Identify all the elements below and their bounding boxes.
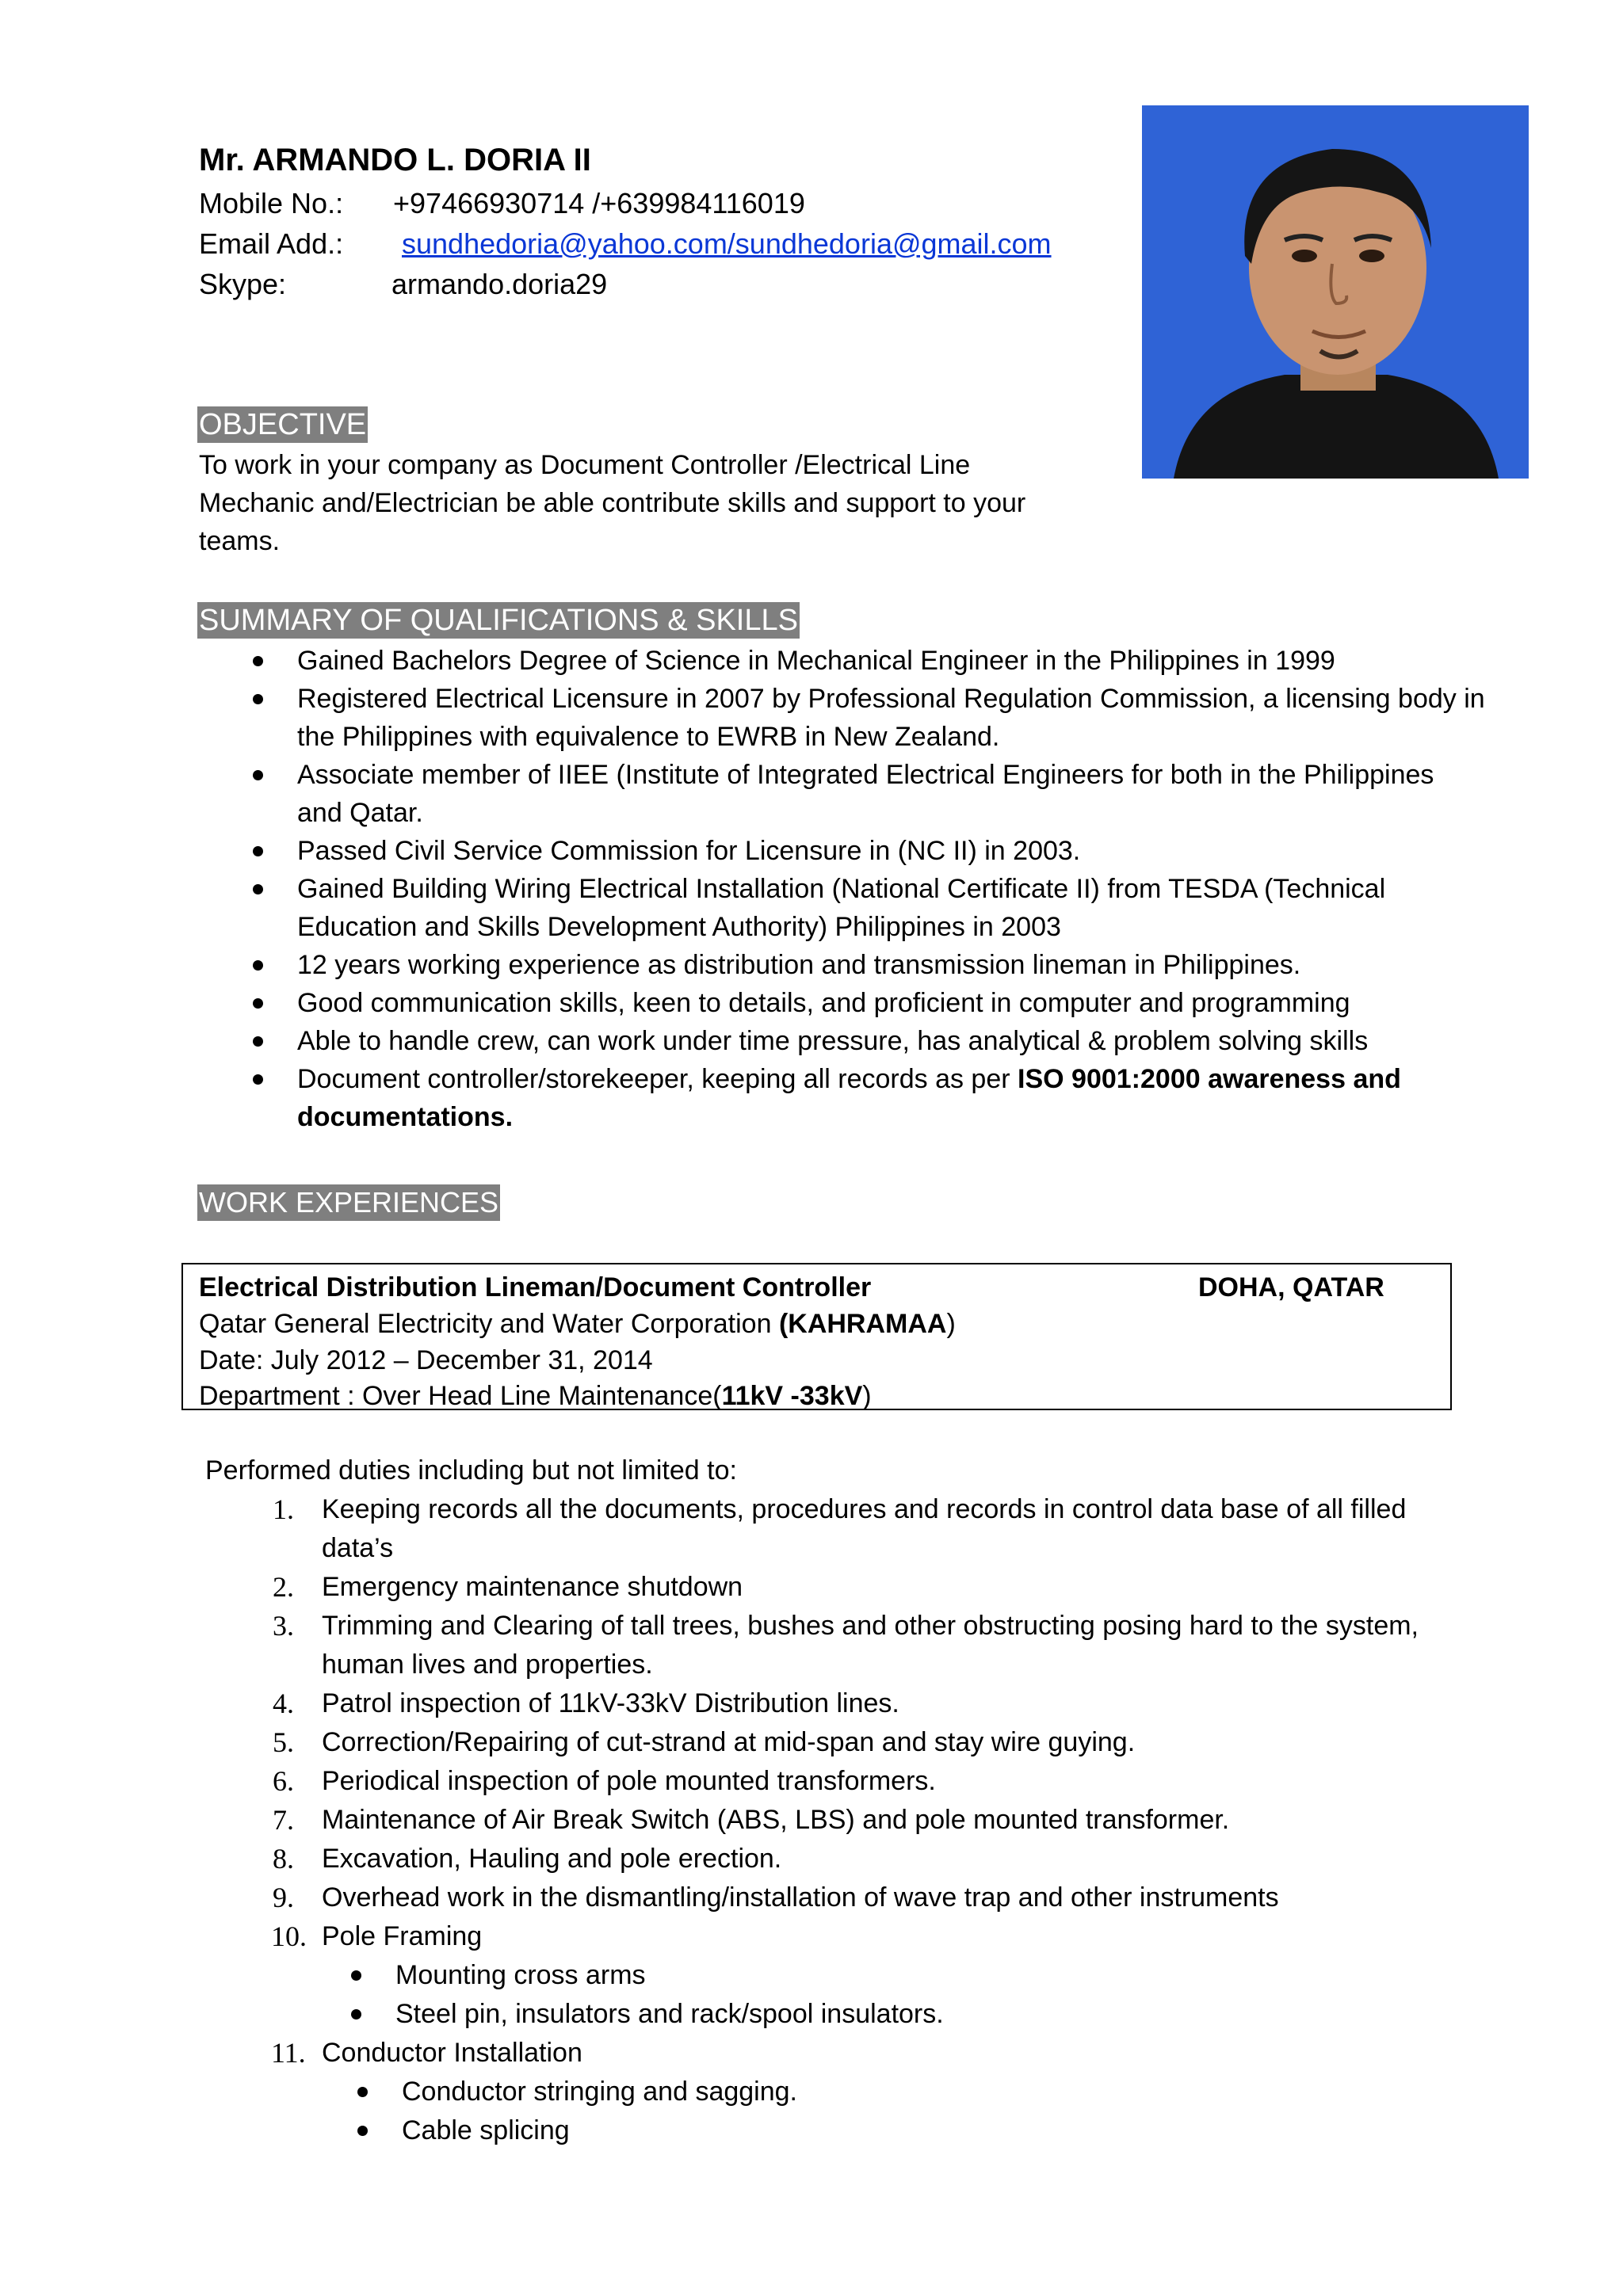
objective-line: Mechanic and/Electrician be able contribute skills and support to your bbox=[199, 488, 1026, 518]
subitem-text: Mounting cross arms bbox=[395, 1960, 646, 1990]
duty-item bbox=[273, 1801, 1419, 1840]
duty-item bbox=[273, 1607, 1419, 1684]
list-item bbox=[395, 1956, 1419, 1995]
duty-item bbox=[271, 1917, 1419, 2034]
duty-item bbox=[273, 1684, 1419, 1723]
duty-number: 9. bbox=[273, 1882, 294, 1913]
duty-text: Emergency maintenance shutdown bbox=[322, 1572, 743, 1602]
duty-text: Excavation, Hauling and pole erection. bbox=[322, 1844, 782, 1874]
job-date: Date: July 2012 – December 31, 2014 bbox=[199, 1345, 653, 1375]
portrait-illustration bbox=[1142, 105, 1529, 479]
skype-row bbox=[199, 265, 607, 304]
subitem-text: Steel pin, insulators and rack/spool insulators. bbox=[395, 1999, 944, 2029]
duty-number: 4. bbox=[273, 1688, 294, 1719]
duty-text: human lives and properties. bbox=[322, 1650, 653, 1680]
item-text: Registered Electrical Licensure in 2007 by Professional Regulation Commission, a licensing body in bbox=[297, 684, 1485, 714]
bullet-icon bbox=[253, 846, 263, 856]
duty-number: 8. bbox=[273, 1843, 294, 1875]
department-name: Department : Over Head Line Maintenance( bbox=[199, 1381, 722, 1411]
list-item bbox=[297, 1060, 1485, 1136]
item-text-bold: ISO 9001:2000 awareness and bbox=[1018, 1064, 1401, 1094]
bullet-icon bbox=[351, 1970, 361, 1981]
list-item bbox=[297, 1022, 1485, 1060]
job-box bbox=[181, 1263, 1452, 1410]
duty-item bbox=[273, 1490, 1419, 1568]
conductor-sublist bbox=[322, 2073, 1419, 2150]
bullet-icon bbox=[357, 2126, 368, 2136]
duties-list bbox=[271, 1490, 1419, 2150]
duties-intro: Performed duties including but not limited to: bbox=[205, 1455, 737, 1486]
bullet-icon bbox=[253, 694, 263, 704]
duty-text: Pole Framing bbox=[322, 1921, 483, 1951]
bullet-icon bbox=[253, 884, 263, 894]
duty-number: 6. bbox=[273, 1765, 294, 1797]
list-item bbox=[402, 2073, 1419, 2111]
company-acronym: (KAHRAMAA bbox=[778, 1309, 947, 1339]
duty-number: 2. bbox=[273, 1571, 294, 1603]
email-link[interactable]: sundhedoria@yahoo.com/sundhedoria@gmail.com bbox=[402, 227, 1052, 260]
list-item bbox=[297, 756, 1485, 832]
mobile-value: +97466930714 /+639984116019 bbox=[393, 187, 805, 219]
duty-number: 11. bbox=[271, 2037, 306, 2069]
item-text: Gained Building Wiring Electrical Installation (National Certificate II) from TESDA (Technical bbox=[297, 874, 1386, 904]
duty-item bbox=[273, 1762, 1419, 1801]
duty-text: Maintenance of Air Break Switch (ABS, LBS) and pole mounted transformer. bbox=[322, 1805, 1230, 1835]
job-company bbox=[199, 1306, 956, 1342]
list-item bbox=[297, 984, 1485, 1022]
list-item bbox=[297, 832, 1485, 870]
duty-text: Conductor Installation bbox=[322, 2038, 582, 2068]
duty-item bbox=[273, 1723, 1419, 1762]
objective-heading: OBJECTIVE bbox=[199, 408, 367, 441]
subitem-text: Conductor stringing and sagging. bbox=[402, 2077, 797, 2107]
list-item bbox=[297, 946, 1485, 984]
duty-item bbox=[273, 1878, 1419, 1917]
list-item bbox=[297, 642, 1485, 680]
duty-number: 3. bbox=[273, 1610, 294, 1642]
company-suffix: ) bbox=[946, 1309, 956, 1339]
mobile-label: Mobile No.: bbox=[199, 187, 344, 219]
duty-item bbox=[273, 1568, 1419, 1607]
bullet-icon bbox=[253, 656, 263, 666]
bullet-icon bbox=[253, 998, 263, 1009]
duty-text: data’s bbox=[322, 1533, 394, 1563]
duty-item bbox=[271, 2034, 1419, 2150]
item-text: Education and Skills Development Authority) Philippines in 2003 bbox=[297, 912, 1061, 942]
item-text-prefix: Document controller/storekeeper, keeping all records as per bbox=[297, 1064, 1018, 1094]
duty-number: 7. bbox=[273, 1804, 294, 1836]
list-item bbox=[395, 1995, 1419, 2034]
summary-heading: SUMMARY OF QUALIFICATIONS & SKILLS bbox=[199, 604, 798, 637]
duty-text: Correction/Repairing of cut-strand at mid-span and stay wire guying. bbox=[322, 1727, 1136, 1757]
email-row bbox=[199, 224, 1052, 264]
duty-text: Patrol inspection of 11kV-33kV Distribution lines. bbox=[322, 1688, 899, 1718]
objective-line: teams. bbox=[199, 526, 281, 556]
item-text: Good communication skills, keen to details, and proficient in computer and programming bbox=[297, 988, 1350, 1018]
item-text bbox=[297, 1098, 1485, 1136]
objective-text bbox=[199, 446, 1025, 560]
duty-number: 1. bbox=[273, 1493, 294, 1525]
job-title: Electrical Distribution Lineman/Document Controller bbox=[199, 1272, 872, 1302]
pole-framing-sublist bbox=[322, 1956, 1419, 2034]
list-item bbox=[297, 680, 1485, 756]
bullet-icon bbox=[357, 2087, 368, 2097]
work-heading: WORK EXPERIENCES bbox=[197, 1184, 500, 1221]
department-voltage: 11kV -33kV bbox=[721, 1381, 863, 1411]
item-text: the Philippines with equivalence to EWRB in New Zealand. bbox=[297, 722, 1000, 752]
duty-number: 10. bbox=[271, 1920, 307, 1952]
item-text bbox=[297, 1060, 1485, 1098]
department-suffix: ) bbox=[862, 1381, 872, 1411]
job-department bbox=[199, 1378, 872, 1414]
duty-text: Overhead work in the dismantling/installation of wave trap and other instruments bbox=[322, 1882, 1279, 1913]
item-text: Passed Civil Service Commission for Licensure in (NC II) in 2003. bbox=[297, 836, 1081, 866]
job-location: DOHA, QATAR bbox=[1198, 1272, 1384, 1302]
duty-text: Trimming and Clearing of tall trees, bushes and other obstructing posing hard to the system, bbox=[322, 1611, 1419, 1641]
company-name: Qatar General Electricity and Water Corporation bbox=[199, 1309, 779, 1339]
bullet-icon bbox=[253, 1074, 263, 1085]
profile-photo bbox=[1142, 105, 1529, 479]
skype-value: armando.doria29 bbox=[391, 268, 608, 300]
duty-number: 5. bbox=[273, 1726, 294, 1758]
objective-line: To work in your company as Document Controller /Electrical Line bbox=[199, 450, 971, 480]
item-text: Able to handle crew, can work under time pressure, has analytical & problem solving skills bbox=[297, 1026, 1369, 1056]
list-item bbox=[402, 2111, 1419, 2150]
summary-list bbox=[297, 642, 1485, 1136]
applicant-name: Mr. ARMANDO L. DORIA II bbox=[199, 143, 591, 177]
email-label: Email Add.: bbox=[199, 227, 344, 260]
item-text: Gained Bachelors Degree of Science in Mechanical Engineer in the Philippines in 1999 bbox=[297, 646, 1335, 676]
duty-text: Keeping records all the documents, procedures and records in control data base of all filled bbox=[322, 1494, 1407, 1524]
item-text: 12 years working experience as distribution and transmission lineman in Philippines. bbox=[297, 950, 1301, 980]
item-text-bold: documentations. bbox=[297, 1102, 514, 1132]
subitem-text: Cable splicing bbox=[402, 2115, 570, 2145]
mobile-row bbox=[199, 184, 805, 223]
skype-label: Skype: bbox=[199, 268, 287, 300]
list-item bbox=[297, 870, 1485, 946]
bullet-icon bbox=[253, 1036, 263, 1047]
item-text: and Qatar. bbox=[297, 798, 423, 828]
duty-item bbox=[273, 1840, 1419, 1878]
bullet-icon bbox=[253, 770, 263, 780]
bullet-icon bbox=[253, 960, 263, 971]
duty-text: Periodical inspection of pole mounted transformers. bbox=[322, 1766, 936, 1796]
bullet-icon bbox=[351, 2009, 361, 2019]
item-text: Associate member of IIEE (Institute of Integrated Electrical Engineers for both in the Philippines bbox=[297, 760, 1434, 790]
